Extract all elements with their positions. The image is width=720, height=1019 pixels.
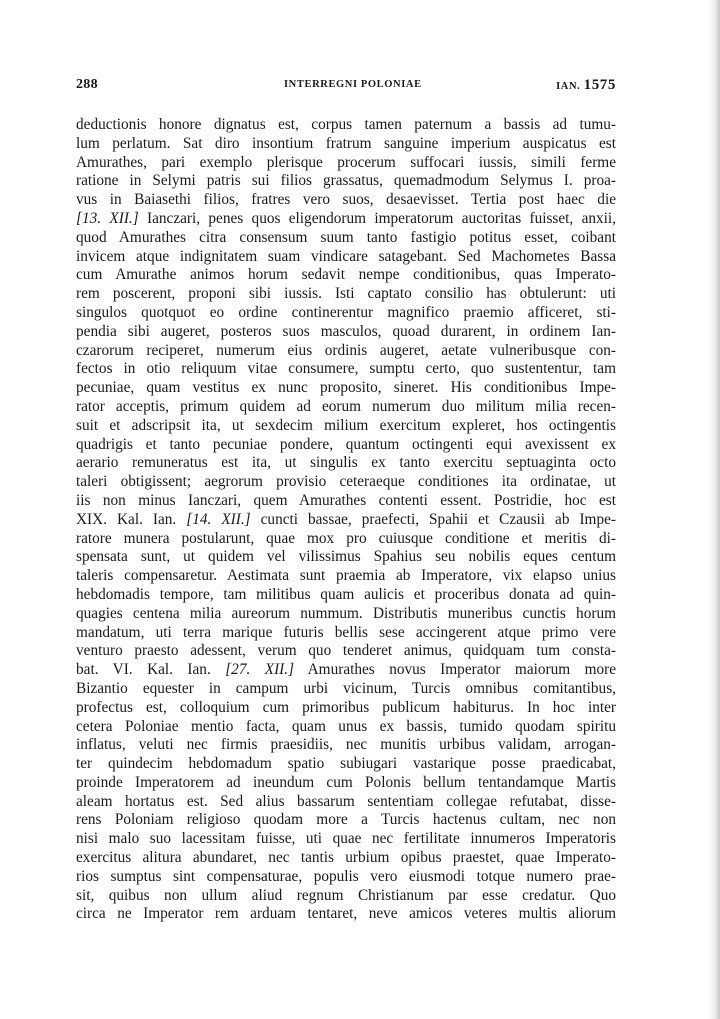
line-text: ter quindecim hebdomadum spatio subiugari vastarique posse praedicabat, (76, 755, 616, 773)
line-text: pecuniae, quam vestitus ex nunc proposito, sineret. His conditionibus Impe- (76, 379, 616, 397)
line-text: venturo praesto adessent, verum quo tenderet animus, quidquam tum consta- (76, 642, 616, 660)
line-text: vus in Baiasethi filios, fratres vero suos, desaevisset. Tertia post haec die (76, 191, 616, 209)
line-text: mandatum, uti terra marique futuris bellis sese accingerent atque primo vere (76, 623, 616, 641)
text-line (76, 699, 616, 718)
text-line (76, 116, 616, 135)
date-label: IAN. (556, 81, 581, 92)
line-text: singulos quotquot eo ordine continerentur magnifico praemio afficeret, sti- (76, 303, 616, 321)
date-annotation: [27. XII.] (225, 661, 295, 679)
running-header (76, 77, 616, 97)
line-text: aerario remuneratus est ita, ut singulis ex tanto exercitu septuaginta octo (76, 454, 616, 472)
text-line (76, 436, 616, 455)
line-text: profectus est, colloquium cum primoribus publicum habiturus. In hoc inter (76, 698, 616, 716)
line-text: rens Poloniam religioso quodam more a Turcis hactenus cultam, nec non (76, 811, 616, 829)
text-line (76, 642, 616, 661)
line-text: quadrigis et tanto pecuniae pondere, quantum octingenti equi avexissent ex (76, 435, 616, 453)
header-date (556, 77, 616, 94)
text-line (76, 229, 616, 248)
line-text: taleri obtigissent; aegrorum provisio ceteraeque conditiones ita ordinatae, ut (76, 473, 616, 491)
line-text: XIX. Kal. Ian. (76, 510, 187, 528)
text-line (76, 154, 616, 173)
line-text: Bizantio equester in campum urbi vicinum, Turcis omnibus comitantibus, (76, 679, 616, 697)
line-text: bat. VI. Kal. Ian. (76, 661, 226, 679)
text-line (76, 191, 616, 210)
text-line (76, 661, 616, 680)
text-line (76, 905, 616, 924)
line-text: hebdomadis tempore, tam militibus quam aulicis et proceribus donata ad quin- (76, 585, 616, 603)
line-text: nisi malo suo lacessitam fuisse, uti quae nec fertilitate innumeros Imperatoris (76, 830, 616, 848)
line-text: cuncti bassae, praefecti, Spahii et Czausii ab Impe- (250, 510, 616, 528)
line-text: cum Amurathe animos horum sedavit nempe conditionibus, quas Imperato- (76, 266, 616, 284)
line-text: lum perlatum. Sat diro insontium fratrum sanguine imperium auspicatus est (76, 134, 616, 152)
text-line (76, 718, 616, 737)
line-text: Amurathes, pari exemplo plerisque procerum suffocari iussis, simili ferme (76, 153, 616, 171)
text-line (76, 417, 616, 436)
text-line (76, 736, 616, 755)
body-text (76, 116, 616, 924)
text-line (76, 304, 616, 323)
text-line (76, 285, 616, 304)
text-line (76, 567, 616, 586)
text-line (76, 774, 616, 793)
line-text: invicem atque indignitatem suam vindicare satagebant. Sed Machometes Bassa (76, 247, 616, 265)
text-line (76, 323, 616, 342)
text-line (76, 830, 616, 849)
page-number: 288 (76, 77, 98, 92)
line-text: aleam hortatus est. Sed alius bassarum sententiam collegae refutabat, disse- (76, 792, 616, 810)
line-text: czarorum reciperet, numerum eius ordinis augeret, aetate vulneribusque con- (76, 341, 616, 359)
text-line (76, 680, 616, 699)
text-line (76, 398, 616, 417)
text-line (76, 210, 616, 229)
text-line (76, 530, 616, 549)
line-text: quod Amurathes citra consensum suum tanto fastigio potitus esset, coibant (76, 228, 616, 246)
line-text: spensata sunt, ut quidem vel vilissimus Spahius seu nobilis eques centum (76, 548, 616, 566)
line-text: sit, quibus non ullum aliud regnum Christianum par esse credatur. Quo (76, 886, 616, 904)
text-line (76, 248, 616, 267)
line-text: exercitus alitura abundaret, nec tantis urbium opibus praestet, quae Imperato- (76, 849, 616, 867)
text-line (76, 454, 616, 473)
text-line (76, 586, 616, 605)
running-title: INTERREGNI POLONIAE (284, 79, 422, 90)
line-text: inflatus, veluti nec firmis praesidiis, nec munitis urbibus validam, arrogan- (76, 736, 616, 754)
page-edge-shadow (708, 0, 720, 1019)
line-text: deductionis honore dignatus est, corpus tamen paternum a bassis ad tumu- (76, 116, 616, 133)
line-text: rem poscerent, proponi sibi iussis. Isti captato consilio has obtulerunt: uti (76, 285, 616, 303)
line-text: rator acceptis, primum quidem ad eorum numerum duo militum milia recen- (76, 397, 616, 415)
text-line (76, 793, 616, 812)
date-annotation: [13. XII.] (76, 209, 139, 227)
text-line (76, 172, 616, 191)
text-line (76, 492, 616, 511)
text-line (76, 548, 616, 567)
line-text: quagies centena milia aureorum nummum. Distributis muneribus cunctis horum (76, 604, 616, 622)
text-line (76, 849, 616, 868)
line-text: taleris compensaretur. Aestimata sunt praemia ab Imperatore, vix elapso unius (76, 567, 616, 585)
text-line (76, 379, 616, 398)
text-line (76, 511, 616, 530)
text-line (76, 755, 616, 774)
text-line (76, 811, 616, 830)
date-annotation: [14. XII.] (186, 510, 251, 528)
line-text: iis non minus Ianczari, quem Amurathes contenti essent. Postridie, hoc est (76, 491, 616, 509)
text-line (76, 887, 616, 906)
line-text: ratore munera postularunt, quae mox pro cuiusque conditione et meritis di- (76, 529, 616, 547)
line-text: Ianczari, penes quos eligendorum imperatorum auctoritas fuisset, anxii, (138, 209, 616, 227)
line-text: cetera Poloniae mentio facta, quam unus ex bassis, tumido quodam spiritu (76, 717, 616, 735)
text-line (76, 868, 616, 887)
text-line (76, 135, 616, 154)
text-line (76, 342, 616, 361)
text-line (76, 473, 616, 492)
line-text: circa ne Imperator rem arduam tentaret, neve amicos veteres multis aliorum (76, 905, 616, 923)
text-line (76, 266, 616, 285)
line-text: rios sumptus sint compensaturae, populis vero eiusmodi totque numero prae- (76, 867, 616, 885)
line-text: Amurathes novus Imperator maiorum more (294, 661, 616, 679)
line-text: pendia sibi augeret, posteros suos masculos, quoad durarent, in ordinem Ian- (76, 322, 616, 340)
text-line (76, 605, 616, 624)
line-text: proinde Imperatorem ad ineundum cum Polonis bellum tentandamque Martis (76, 773, 616, 791)
line-text: fectos in otio reliquum vitae consumere, sumptu certo, quo sustententur, tam (76, 360, 616, 378)
line-text: suit et adscripsit ita, ut sexdecim milium exercitum expleret, hos octingentis (76, 416, 616, 434)
line-text: ratione in Selymi patris sui filios grassatus, quemadmodum Selymus I. proa- (76, 172, 616, 190)
date-year: 1575 (583, 77, 616, 93)
text-line (76, 360, 616, 379)
text-line (76, 624, 616, 643)
